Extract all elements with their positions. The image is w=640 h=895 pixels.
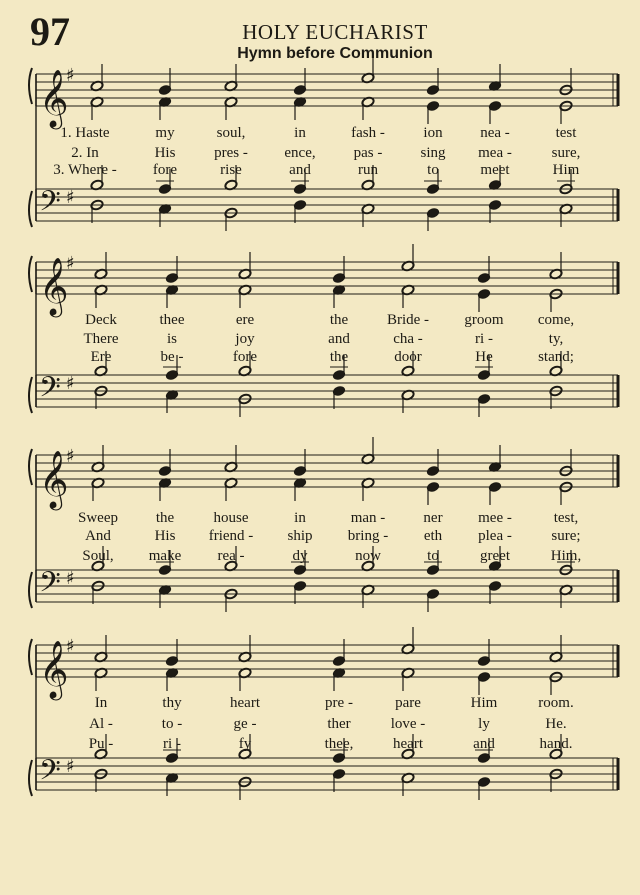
lyric-syllable: In (94, 695, 108, 711)
treble-clef-icon: 𝄞 (39, 450, 69, 508)
lyric-syllable: and (289, 162, 311, 178)
lyric-syllable: greet (480, 548, 510, 564)
lyric-syllable: thee, (324, 736, 354, 752)
lyric-syllable: And (85, 528, 111, 544)
lyric-syllable: pre - (325, 695, 353, 711)
lyric-line (0, 329, 640, 349)
treble-clef-icon: 𝄞 (39, 69, 69, 127)
lyric-syllable: ship (287, 528, 313, 544)
lyric-syllable: make (148, 548, 182, 564)
lyric-line (0, 693, 640, 713)
sharp-key-signature-icon: ♯ (66, 373, 75, 394)
brace-icon (29, 377, 32, 413)
hymn-number: 97 (30, 9, 70, 54)
lyric-line (0, 508, 640, 528)
lyric-syllable: hand. (539, 736, 573, 752)
lyric-line (0, 160, 640, 180)
lyric-syllable: my (155, 125, 175, 141)
lyric-syllable: run (358, 162, 378, 178)
lyric-syllable: the (329, 312, 349, 328)
lyric-syllable: man - (350, 510, 386, 526)
lyric-syllable: His (154, 528, 176, 544)
lyric-syllable: Ere (90, 349, 112, 365)
lyric-syllable: Him (470, 695, 498, 711)
treble-clef-icon: 𝄞 (39, 257, 69, 315)
lyric-syllable: ion (423, 125, 443, 141)
brace-icon (29, 68, 32, 104)
sharp-key-signature-icon: ♯ (66, 253, 75, 274)
lyric-syllable: ge - (233, 716, 257, 732)
lyric-syllable: pare (395, 695, 421, 711)
lyric-syllable: in (294, 510, 306, 526)
lyric-line (0, 546, 640, 566)
lyric-line (0, 347, 640, 367)
lyric-syllable: ri - (163, 736, 181, 752)
lyric-syllable: cha - (393, 331, 423, 347)
sharp-key-signature-icon: ♯ (66, 187, 75, 208)
lyric-syllable: pas - (353, 145, 383, 161)
lyric-syllable: to - (161, 716, 183, 732)
bass-clef-icon: 𝄢 (39, 754, 61, 794)
brace-icon (29, 639, 32, 675)
lyric-syllable: love - (390, 716, 426, 732)
lyric-syllable: thy (162, 695, 182, 711)
lyric-syllable: 1. Haste (60, 125, 110, 141)
sharp-key-signature-icon: ♯ (66, 446, 75, 467)
lyric-syllable: to (427, 162, 439, 178)
lyric-syllable: soul, (216, 125, 246, 141)
sharp-key-signature-icon: ♯ (66, 568, 75, 589)
lyric-syllable: There (83, 331, 119, 347)
bass-clef-icon: 𝄢 (39, 566, 61, 606)
sharp-key-signature-icon: ♯ (66, 65, 75, 86)
lyric-line (0, 526, 640, 546)
lyric-line (0, 734, 640, 754)
lyric-syllable: stand; (538, 349, 574, 365)
lyric-syllable: sing (420, 145, 446, 161)
lyric-syllable: heart (393, 736, 423, 752)
lyric-syllable: meet (480, 162, 510, 178)
lyric-syllable: ther (327, 716, 351, 732)
lyric-syllable: door (394, 349, 422, 365)
hymn-section-title: HOLY EUCHARIST (242, 20, 428, 44)
sharp-key-signature-icon: ♯ (66, 756, 75, 777)
lyric-syllable: and (328, 331, 350, 347)
lyric-syllable: test, (553, 510, 579, 526)
lyric-syllable: be - (160, 349, 184, 365)
lyric-syllable: room. (538, 695, 574, 711)
lyric-syllable: groom (464, 312, 504, 328)
lyric-line (0, 714, 640, 734)
brace-icon (29, 256, 32, 292)
lyric-syllable: thee (159, 312, 185, 328)
lyric-syllable: Deck (85, 312, 117, 328)
lyric-syllable: Soul, (82, 548, 114, 564)
lyric-syllable: He. (545, 716, 567, 732)
lyric-syllable: ty, (548, 331, 564, 347)
lyric-syllable: bring - (347, 528, 389, 544)
treble-clef-icon: 𝄞 (39, 640, 69, 698)
lyric-syllable: fore (232, 349, 258, 365)
lyric-syllable: heart (230, 695, 260, 711)
lyric-syllable: dy (292, 548, 308, 564)
lyric-syllable: Bride - (386, 312, 430, 328)
lyric-syllable: plea - (478, 528, 512, 544)
lyric-syllable: Sweep (78, 510, 118, 526)
brace-icon (29, 191, 32, 227)
bass-clef-icon: 𝄢 (39, 185, 61, 225)
lyric-syllable: His (154, 145, 176, 161)
bass-clef-icon: 𝄢 (39, 371, 61, 411)
lyric-syllable: fore (152, 162, 178, 178)
lyric-syllable: and (473, 736, 495, 752)
brace-icon (29, 449, 32, 485)
lyric-syllable: to (427, 548, 439, 564)
lyric-syllable: in (294, 125, 306, 141)
brace-icon (29, 572, 32, 608)
lyric-syllable: eth (423, 528, 443, 544)
lyric-syllable: test (555, 125, 577, 141)
brace-icon (29, 760, 32, 796)
lyric-syllable: Him (552, 162, 580, 178)
lyric-syllable: pres - (214, 145, 248, 161)
sharp-key-signature-icon: ♯ (66, 636, 75, 657)
lyric-syllable: come, (537, 312, 575, 328)
lyric-syllable: 3. Where - (53, 162, 117, 178)
lyric-syllable: house (213, 510, 249, 526)
lyric-syllable: joy (235, 331, 255, 347)
lyric-syllable: now (355, 548, 381, 564)
lyric-syllable: sure; (551, 528, 581, 544)
lyric-syllable: the (155, 510, 175, 526)
lyric-syllable: friend - (208, 528, 254, 544)
lyric-syllable: Pu - (88, 736, 114, 752)
lyric-syllable: rise (220, 162, 242, 178)
hymn-subtitle: Hymn before Communion (237, 45, 433, 62)
lyric-syllable: ner (423, 510, 443, 526)
lyric-syllable: mee - (478, 510, 512, 526)
lyric-syllable: 2. In (71, 145, 99, 161)
lyric-syllable: Al - (89, 716, 113, 732)
lyric-syllable: mea - (478, 145, 512, 161)
lyric-syllable: sure, (551, 145, 581, 161)
lyric-syllable: fash - (351, 125, 385, 141)
lyric-syllable: nea - (480, 125, 510, 141)
lyric-syllable: He (475, 349, 493, 365)
lyric-line (0, 123, 640, 143)
lyric-syllable: the (329, 349, 349, 365)
lyric-syllable: fy (238, 736, 252, 752)
lyric-syllable: ence, (284, 145, 316, 161)
lyric-syllable: ere (235, 312, 255, 328)
lyric-syllable: is (166, 331, 178, 347)
lyric-syllable: rea - (217, 548, 245, 564)
lyric-line (0, 310, 640, 330)
lyric-syllable: ly (478, 716, 490, 732)
lyric-syllable: Him, (550, 548, 582, 564)
lyric-syllable: ri - (475, 331, 493, 347)
